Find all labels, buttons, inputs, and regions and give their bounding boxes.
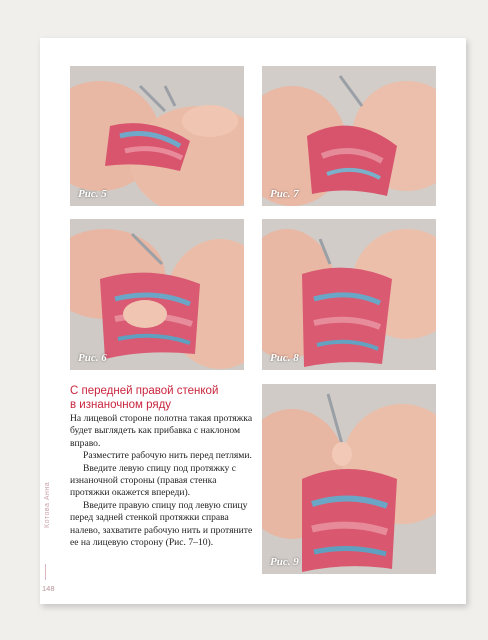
photo-fig-6	[70, 219, 244, 370]
section-heading	[70, 384, 256, 412]
author-name: Котова Анна	[44, 481, 51, 528]
figure-caption: Рис. 7	[270, 188, 299, 200]
knitting-photo-image	[70, 219, 244, 370]
photo-fig-8	[262, 219, 436, 370]
section-heading-line: в изнаночном ряду	[70, 399, 172, 411]
figure-caption: Рис. 8	[270, 352, 299, 364]
knitting-photo-image	[262, 66, 436, 206]
photo-fig-5	[70, 66, 244, 206]
margin-divider	[45, 564, 46, 580]
section-heading-line: С передней правой стенкой	[70, 385, 219, 397]
photo-fig-7	[262, 66, 436, 206]
paragraph: Введите правую спицу под левую спицу перед задней стенкой протяжки справа налево, захватите рабочую нить и протяните ее на лицевую сторону (Рис. 7–10).	[70, 499, 253, 549]
figure-caption: Рис. 9	[270, 556, 299, 568]
body-text	[70, 413, 256, 549]
figure-caption: Рис. 6	[78, 352, 107, 364]
paragraph: Введите левую спицу под протяжку с изнаночной стороны (правая стенка протяжки окажется впереди).	[70, 462, 236, 499]
photo-fig-9	[262, 384, 436, 574]
knitting-photo-image	[70, 66, 244, 206]
paragraph: На лицевой стороне полотна такая протяжка будет выглядеть как прибавка с наклоном вправо.	[70, 413, 253, 449]
book-page	[40, 38, 466, 604]
paragraph: Разместите рабочую нить перед петлями.	[83, 450, 252, 462]
figure-caption: Рис. 5	[78, 188, 107, 200]
knitting-photo-image	[262, 219, 436, 370]
page-number: 148	[42, 584, 55, 593]
knitting-photo-image	[262, 384, 436, 574]
